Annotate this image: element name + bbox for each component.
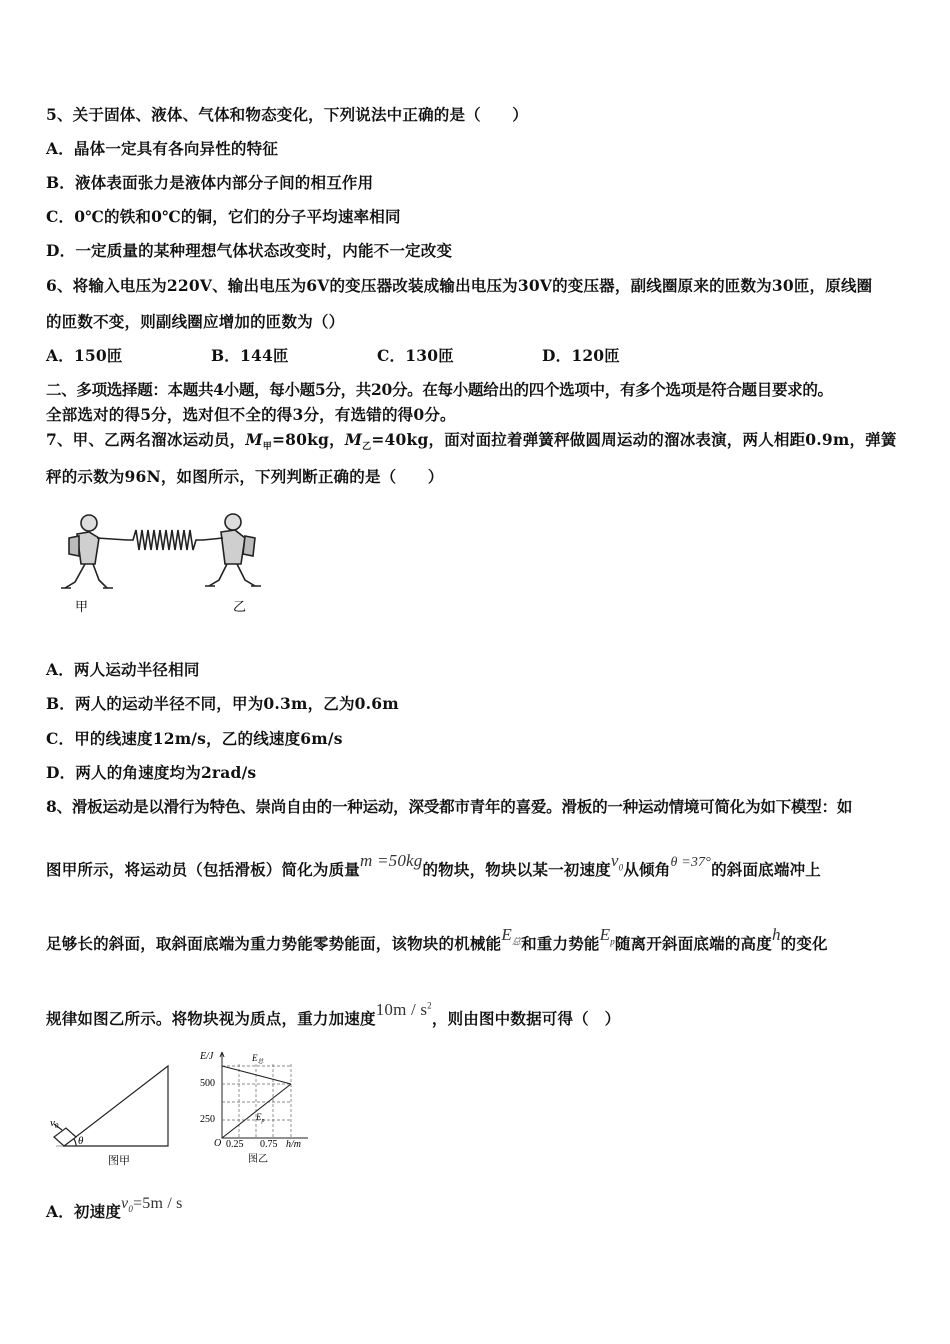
figure-label-right: 乙: [233, 599, 247, 614]
q5-option-b: B．液体表面张力是液体内部分子间的相互作用: [46, 173, 374, 192]
q7-stem-line2: 秤的示数为96N，如图所示，下列判断正确的是（ ）: [46, 467, 444, 486]
q6-option-d: D．120匝: [542, 346, 620, 365]
energy-xtick-075: 0.75: [260, 1139, 278, 1150]
q6-options: [46, 344, 906, 364]
q5-stem: 5、关于固体、液体、气体和物态变化，下列说法中正确的是（ ）: [46, 105, 528, 124]
figure-label-left: 甲: [75, 599, 89, 614]
incline-theta-label: θ: [78, 1135, 84, 1147]
energy-y-label: E/J: [200, 1051, 214, 1062]
q7-option-b: B．两人的运动半径不同，甲为0.3m，乙为0.6m: [46, 694, 399, 713]
energy-ep-label: $E_p$: [256, 1112, 265, 1124]
q6-stem-line1: 6、将输入电压为220V、输出电压为6V的变压器改装成输出电压为30V的变压器，副线圈原来的匝数为30匝，原线圈: [46, 276, 873, 295]
q7-option-d: D．两人的角速度均为2rad/s: [46, 763, 257, 782]
q8-line4: 规律如图乙所示。将物块视为质点，重力加速度$10m / s^2$，则由图中数据可得（ ）: [46, 1000, 621, 1028]
incline-v0-label: v0: [50, 1117, 59, 1130]
q8-line2: 图甲所示，将运动员（包括滑板）简化为质量m =50kg的物块，物块以某一初速度$v_0$从倾角θ =37°的斜面底端冲上: [46, 851, 821, 879]
q7-option-a: A．两人运动半径相同: [46, 660, 200, 679]
q5-option-a: A．晶体一定具有各向异性的特征: [46, 139, 279, 158]
energy-x-label: h/m: [286, 1139, 301, 1150]
skaters-figure: [55, 508, 270, 618]
q8-line1: 8、滑板运动是以滑行为特色、崇尚自由的一种运动，深受都市青年的喜爱。滑板的一种运动情境可简化为如下模型：如: [46, 797, 853, 816]
energy-etotal-label: $E_总$: [252, 1053, 264, 1065]
q6-option-a: A．150匝: [46, 346, 123, 365]
q7-option-c: C．甲的线速度12m/s，乙的线速度6m/s: [46, 729, 343, 748]
q5-option-c: C．0℃的铁和0℃的铜，它们的分子平均速率相同: [46, 207, 401, 226]
section2-line1: 二、多项选择题：本题共4小题，每小题5分，共20分。在每小题给出的四个选项中，有多个选项是符合题目要求的。: [46, 380, 833, 399]
energy-xtick-025: 0.25: [226, 1139, 244, 1150]
q8-option-a: A．初速度$v_0=5m / s$: [46, 1195, 183, 1221]
energy-ytick-250: 250: [200, 1114, 215, 1125]
incline-figure: [44, 1034, 179, 1169]
q5-option-d: D．一定质量的某种理想气体状态改变时，内能不一定改变: [46, 241, 453, 260]
energy-caption: 图乙: [248, 1154, 268, 1165]
q6-stem-line2: 的匝数不变，则副线圈应增加的匝数为（）: [46, 312, 345, 331]
incline-caption: 图甲: [108, 1155, 130, 1167]
q6-option-b: B．144匝: [211, 346, 289, 365]
q8-line3: 足够长的斜面，取斜面底端为重力势能零势能面，该物块的机械能$E_总$和重力势能$E_p$随离开斜面底端的高度h的变化: [46, 925, 828, 953]
q7-stem-line1: 7、甲、乙两名溜冰运动员，$M_甲=80kg$，$M_乙=40kg$，面对面拉着弹簧秤做圆周运动的溜冰表演，两人相距0.9m，弹簧: [46, 430, 897, 453]
section2-line2: 全部选对的得5分，选对但不全的得3分，有选错的得0分。: [46, 405, 456, 424]
energy-graph: [196, 1046, 316, 1168]
energy-ytick-500: 500: [200, 1078, 215, 1089]
q6-option-c: C．130匝: [377, 346, 454, 365]
energy-origin: O: [214, 1138, 222, 1149]
